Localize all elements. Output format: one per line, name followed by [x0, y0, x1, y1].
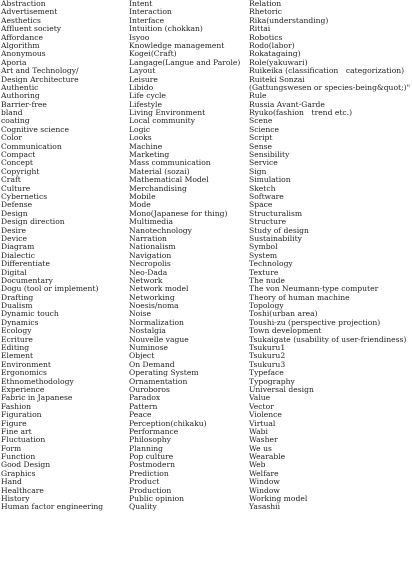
term-item: Theory of human machine — [249, 292, 350, 302]
term-item: Rittai — [249, 24, 271, 34]
term-item: Town development — [249, 326, 322, 336]
term-item: Structuralism — [249, 208, 303, 218]
term-item: Local community — [129, 116, 196, 126]
term-item: Rule — [249, 91, 267, 101]
term-item: Multimedia — [129, 217, 174, 227]
term-item: Neo-Dada — [129, 267, 168, 277]
term-item: (Gattungswesen or species-being&quot;)" — [249, 82, 411, 92]
term-item: Defense — [1, 200, 33, 210]
term-item: Role(yakuwari) — [249, 57, 308, 67]
term-item: Design — [1, 208, 28, 218]
term-item: Marketing — [129, 150, 170, 160]
term-item: Good Design — [1, 460, 51, 470]
term-item: System — [249, 250, 278, 260]
term-item: Ryuko(fashion trend etc.) — [249, 108, 353, 118]
term-item: Interaction — [129, 7, 172, 17]
term-item: Ecology — [1, 326, 32, 336]
term-item: Lifestyle — [129, 99, 162, 109]
term-item: Rokatagaing) — [249, 49, 301, 59]
term-item: Isyoo — [129, 32, 150, 42]
term-item: Rodo(labor) — [249, 40, 295, 50]
term-item: Intuition (chokkan) — [129, 24, 203, 34]
term-item: Ecriture — [1, 334, 33, 344]
term-item: Fine art — [1, 426, 32, 436]
term-item: Color — [1, 133, 23, 143]
term-item: Ethnomethodology — [1, 376, 74, 386]
term-item: Logic — [129, 124, 151, 134]
term-item: Compact — [1, 150, 36, 160]
term-item: Affordance — [1, 32, 43, 42]
term-item: Planning — [129, 443, 164, 453]
term-item: Authentic — [1, 82, 39, 92]
term-item: Dogu (tool or implement) — [1, 284, 99, 294]
term-item: Sustainability — [249, 233, 302, 243]
term-item: Performance — [129, 426, 179, 436]
term-column-3 — [249, 0, 410, 512]
term-item: Ruiteki Sonzai — [249, 74, 305, 84]
term-item: Material (sozai) — [129, 166, 190, 176]
term-item: Function — [1, 452, 36, 462]
term-item: Fashion — [1, 401, 31, 411]
term-item: coating — [1, 116, 30, 126]
term-item: Intent — [129, 0, 153, 8]
term-item: Fluctuation — [1, 435, 46, 445]
term-item: Ruikeika (classification categorization) — [249, 66, 405, 76]
term-item: Communication — [1, 141, 62, 151]
term-item: Leisure — [129, 74, 158, 84]
term-item: Rika(understanding) — [249, 15, 329, 25]
term-item: Topology — [249, 301, 284, 311]
term-item: Concept — [1, 158, 33, 168]
term-item: Machine — [129, 141, 163, 151]
term-item: Fabric in Japanese — [1, 393, 73, 403]
term-item: Libido — [129, 82, 154, 92]
term-item: Mono(Japanese for thing) — [129, 208, 228, 218]
term-item: Prediction — [129, 468, 169, 478]
term-item: Robotics — [249, 32, 283, 42]
term-item: Algorithm — [1, 40, 40, 50]
term-item: Window — [249, 485, 280, 495]
term-item: Typeface — [249, 368, 284, 378]
term-item: Figuration — [1, 410, 42, 420]
term-item: Dialectic — [1, 250, 35, 260]
term-item: Product — [129, 477, 160, 487]
term-item: Figure — [1, 418, 27, 428]
term-item: Advertisement — [1, 7, 58, 17]
term-item: Window — [249, 477, 280, 487]
term-item: Russia Avant-Garde — [249, 99, 325, 109]
term-item: Documentary — [1, 275, 53, 285]
term-item: Mathematical Model — [129, 175, 209, 185]
term-item: The von Neumann-type computer — [249, 284, 379, 294]
term-item: Navigation — [129, 250, 172, 260]
term-item: Nostalgia — [129, 326, 166, 336]
term-item: Noise — [129, 309, 152, 319]
term-item: Element — [1, 351, 34, 361]
term-item: Ergonomics — [1, 368, 47, 378]
term-item: Authoring — [1, 91, 40, 101]
term-item: Scene — [249, 116, 273, 126]
term-item: Perception(chikaku) — [129, 418, 207, 428]
term-item: Wabi — [249, 426, 268, 436]
term-item: Nanotechnology — [129, 225, 192, 235]
term-item: Philosophy — [129, 435, 171, 445]
term-item: Barrier-free — [1, 99, 47, 109]
term-item: Dynamics — [1, 317, 39, 327]
term-item: Yasashii — [249, 502, 281, 512]
term-column-2 — [129, 0, 240, 512]
term-item: Script — [249, 133, 273, 143]
term-item: Design Architecture — [1, 74, 79, 84]
term-item: Kogei(Craft) — [129, 49, 177, 59]
term-item: Dualism — [1, 301, 33, 311]
term-item: Web — [249, 460, 266, 470]
term-item: Virtual — [249, 418, 276, 428]
term-item: Knowledge management — [129, 40, 225, 50]
term-item: Langage(Langue and Parole) — [129, 57, 241, 67]
term-item: Tsukuru2 — [249, 351, 286, 361]
term-item: Rhetoric — [249, 7, 283, 17]
term-item: Layout — [129, 66, 156, 76]
term-item: Science — [249, 124, 280, 134]
term-item: We us — [249, 443, 272, 453]
term-item: Value — [249, 393, 271, 403]
term-item: Structure — [249, 217, 287, 227]
term-item: Copyright — [1, 166, 40, 176]
term-item: Welfare — [249, 468, 279, 478]
term-item: Anonymous — [1, 49, 46, 59]
term-item: Necropolis — [129, 259, 171, 269]
term-item: Normalization — [129, 317, 184, 327]
term-item: Typography — [249, 376, 295, 386]
term-item: Washer — [249, 435, 278, 445]
term-item: Symbol — [249, 242, 278, 252]
term-item: Postmodern — [129, 460, 175, 470]
term-item: Sense — [249, 141, 272, 151]
term-item: Space — [249, 200, 273, 210]
term-item: Quality — [129, 502, 157, 512]
term-item: Interface — [129, 15, 165, 25]
term-item: Aesthetics — [1, 15, 41, 25]
term-item: Narration — [129, 233, 167, 243]
term-item: Mobile — [129, 191, 156, 201]
term-item: Design direction — [1, 217, 65, 227]
term-item: Toushi-zu (perspective projection) — [249, 317, 381, 327]
term-item: Mass communication — [129, 158, 211, 168]
term-item: Mode — [129, 200, 151, 210]
term-item: Technology — [249, 259, 293, 269]
term-column-1 — [1, 0, 103, 512]
term-item: Living Environment — [129, 108, 206, 118]
term-item: Vector — [249, 401, 274, 411]
term-item: Diagram — [1, 242, 35, 252]
term-item: Differentiate — [1, 259, 50, 269]
term-item: Production — [129, 485, 172, 495]
term-item: Operating System — [129, 368, 199, 378]
term-item: Editing — [1, 343, 30, 353]
term-item: Dynamic touch — [1, 309, 59, 319]
term-item: Service — [249, 158, 278, 168]
term-item: Nouvelle vague — [129, 334, 189, 344]
term-item: Tsukaigate (usability of user-friendiness) — [249, 334, 407, 344]
term-item: Cognitive science — [1, 124, 69, 134]
term-item: Drafting — [1, 292, 34, 302]
term-item: Art and Technology/ — [1, 66, 79, 76]
term-item: Relation — [249, 0, 282, 8]
term-item: On Demand — [129, 359, 175, 369]
term-item: Craft — [1, 175, 21, 185]
term-item: Toshi(urban area) — [249, 309, 318, 319]
term-item: Sensibility — [249, 150, 290, 160]
term-item: Network model — [129, 284, 189, 294]
term-item: Ouroboros — [129, 384, 170, 394]
term-item: Sign — [249, 166, 267, 176]
term-item: Nationalism — [129, 242, 176, 252]
term-item: Networking — [129, 292, 175, 302]
term-item: Culture — [1, 183, 31, 193]
term-item: Life cycle — [129, 91, 166, 101]
term-item: Affluent society — [1, 24, 62, 34]
term-item: Merchandising — [129, 183, 187, 193]
term-item: Simulation — [249, 175, 291, 185]
term-item: Tsukuru3 — [249, 359, 286, 369]
term-item: Ornamentation — [129, 376, 188, 386]
term-item: Desire — [1, 225, 27, 235]
term-item: Universal design — [249, 384, 314, 394]
term-item: Pattern — [129, 401, 158, 411]
term-item: Form — [1, 443, 22, 453]
term-item: Public opinion — [129, 494, 185, 504]
term-item: Network — [129, 275, 163, 285]
term-item: Numinose — [129, 343, 169, 353]
term-item: Texture — [249, 267, 279, 277]
term-item: Looks — [129, 133, 152, 143]
term-item: Cybernetics — [1, 191, 48, 201]
term-item: Graphics — [1, 468, 36, 478]
term-item: Object — [129, 351, 155, 361]
term-item: Sketch — [249, 183, 276, 193]
term-item: Aporia — [1, 57, 27, 67]
term-item: Human factor engineering — [1, 502, 104, 512]
term-item: Healthcare — [1, 485, 44, 495]
term-item: Working model — [249, 494, 308, 504]
term-item: Violence — [249, 410, 282, 420]
term-item: Study of design — [249, 225, 309, 235]
term-item: Noesis/noma — [129, 301, 179, 311]
term-item: Digital — [1, 267, 27, 277]
term-item: Tsukuru1 — [249, 343, 286, 353]
term-item: Experience — [1, 384, 45, 394]
term-item: History — [1, 494, 30, 504]
term-item: Device — [1, 233, 28, 243]
term-item: Wearable — [249, 452, 286, 462]
term-item: Hand — [1, 477, 22, 487]
term-item: bland — [1, 108, 23, 118]
term-item: Peace — [129, 410, 152, 420]
term-item: Environment — [1, 359, 51, 369]
term-item: The nude — [249, 275, 285, 285]
term-item: Software — [249, 191, 284, 201]
term-item: Pop culture — [129, 452, 174, 462]
term-item: Abstraction — [1, 0, 46, 8]
term-item: Paradox — [129, 393, 161, 403]
